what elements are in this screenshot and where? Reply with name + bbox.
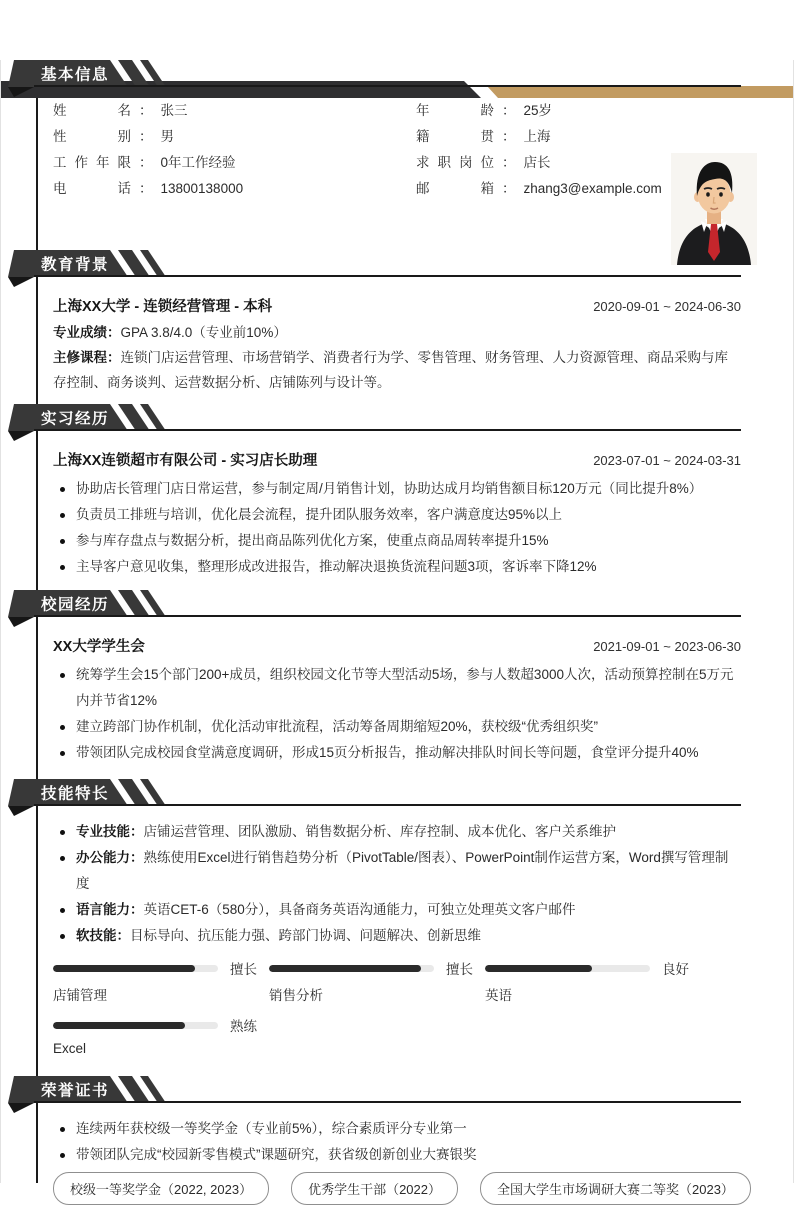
skill-text: 英语CET-6（580分），具备商务英语沟通能力，可独立处理英文客户邮件	[143, 902, 576, 917]
field-colon: ：	[502, 103, 516, 118]
section-ribbon	[8, 60, 178, 98]
award-badge: 优秀学生干部（2022）	[291, 1172, 458, 1205]
field-colon: ：	[139, 103, 153, 118]
list-item	[53, 528, 741, 554]
skill-level-label: 擅长	[230, 962, 257, 977]
section-header-internship	[8, 404, 741, 442]
section-title: 荣誉证书	[41, 1082, 110, 1100]
section-honors	[41, 1076, 741, 1205]
section-education	[41, 250, 741, 395]
ribbon-fold	[8, 1103, 34, 1113]
list-item	[53, 502, 741, 528]
section-rule	[34, 1101, 741, 1103]
field-experience	[53, 150, 416, 176]
field-colon: ：	[139, 129, 153, 144]
field-label: 电话	[53, 181, 131, 196]
skill-label: 语言能力：	[76, 902, 144, 917]
section-title: 实习经历	[41, 410, 110, 428]
skill-name: 英语	[485, 988, 512, 1003]
section-header-skills	[8, 779, 741, 817]
list-item	[53, 923, 741, 949]
skill-bar-line	[485, 961, 701, 975]
skill-name: 销售分析	[269, 988, 323, 1003]
list-item	[53, 819, 741, 845]
bullet-dot-icon	[60, 725, 65, 730]
section-title: 教育背景	[41, 256, 110, 274]
campus-bullet-list	[53, 662, 741, 766]
field-gender	[53, 124, 416, 150]
skill-bar-fill	[53, 1022, 185, 1029]
list-item	[53, 714, 741, 740]
skill-bar-fill	[485, 965, 592, 972]
ribbon-fold	[8, 431, 34, 441]
bullet-dot-icon	[60, 565, 65, 570]
award-badge: 校级一等奖学金（2022, 2023）	[53, 1172, 269, 1205]
field-colon: ：	[502, 129, 516, 144]
skill-bar-track	[269, 965, 434, 972]
skill-level-label: 擅长	[446, 962, 473, 977]
field-value: 男	[160, 129, 174, 144]
skill-level-label: 良好	[662, 962, 689, 977]
internship-date-range: 2023-07-01 ~ 2024-03-31	[593, 453, 741, 468]
list-item	[53, 897, 741, 923]
bullet-text: 带领团队完成校园食堂满意度调研，形成15页分析报告，推动解决排队时间长等问题，食堂评分提升40%	[76, 745, 699, 760]
bullet-text: 主导客户意见收集，整理形成改进报告，推动解决退换货流程问题3项，客诉率下降12%	[76, 559, 597, 574]
bullet-dot-icon	[60, 513, 65, 518]
field-value: 店长	[523, 155, 551, 170]
field-hometown	[416, 124, 741, 150]
skill-bar-track	[53, 965, 218, 972]
field-value: 25岁	[523, 103, 553, 118]
field-value: 13800138000	[160, 181, 244, 196]
bullet-dot-icon	[60, 673, 65, 678]
skill-bar-line	[53, 1018, 269, 1032]
bullet-text: 建立跨部门协作机制，优化活动审批流程，活动筹备周期缩短20%，获校级“优秀组织奖”	[76, 719, 599, 734]
ribbon-fold	[8, 277, 34, 287]
section-rule	[34, 85, 741, 87]
bullet-text: 参与库存盘点与数据分析，提出商品陈列优化方案，使重点商品周转率提升15%	[76, 533, 549, 548]
section-header-campus	[8, 590, 741, 628]
skill-name: 店铺管理	[53, 988, 107, 1003]
section-title: 基本信息	[41, 66, 110, 84]
ribbon-fold	[8, 87, 34, 97]
list-item	[53, 554, 741, 580]
list-item	[53, 845, 741, 897]
education-date-range: 2020-09-01 ~ 2024-06-30	[593, 299, 741, 314]
courses-value: 连锁门店运营管理、市场营销学、消费者行为学、零售管理、财务管理、人力资源管理、商品采购与库存控制、商务谈判、运营数据分析、店铺陈列与设计等。	[53, 350, 728, 390]
internship-entry-head	[53, 448, 741, 474]
basic-info-right-column	[416, 98, 741, 202]
skill-bar	[53, 961, 269, 1005]
field-colon: ：	[502, 181, 516, 196]
skill-bar	[269, 961, 485, 1005]
resume-content	[1, 60, 793, 1205]
skill-bar-fill	[53, 965, 195, 972]
courses-label: 主修课程：	[53, 350, 121, 365]
field-label: 求职岗位	[416, 155, 494, 170]
skill-bars	[53, 961, 741, 1062]
section-basic-info	[41, 60, 741, 202]
section-title: 校园经历	[41, 596, 110, 614]
section-ribbon	[8, 404, 178, 442]
list-item	[53, 1116, 741, 1142]
field-label: 籍贯	[416, 129, 494, 144]
education-entry-head	[53, 294, 741, 320]
skill-bar	[53, 1018, 269, 1062]
skill-label: 办公能力：	[76, 850, 144, 865]
skill-level-label: 熟练	[230, 1019, 257, 1034]
award-badge: 全国大学生市场调研大赛二等奖（2023）	[480, 1172, 751, 1205]
list-item	[53, 662, 741, 714]
bullet-dot-icon	[60, 934, 65, 939]
field-email	[416, 176, 741, 202]
skill-bars-row-2	[53, 1018, 741, 1062]
skill-label: 软技能：	[76, 928, 130, 943]
gpa-line	[53, 320, 741, 345]
field-age	[416, 98, 741, 124]
bullet-dot-icon	[60, 856, 65, 861]
bullet-text: 带领团队完成“校园新零售模式”课题研究，获省级创新创业大赛银奖	[76, 1147, 477, 1162]
field-colon: ：	[139, 155, 153, 170]
section-title: 技能特长	[41, 785, 110, 803]
field-label: 姓名	[53, 103, 131, 118]
section-ribbon	[8, 250, 178, 288]
organization-title: XX大学学生会	[53, 639, 145, 655]
field-label: 年龄	[416, 103, 494, 118]
award-badges	[53, 1172, 741, 1205]
field-value: 上海	[523, 129, 551, 144]
internship-bullet-list	[53, 476, 741, 580]
field-value: 张三	[160, 103, 188, 118]
skill-bar-track	[53, 1022, 218, 1029]
gpa-value: GPA 3.8/4.0（专业前10%）	[120, 325, 287, 340]
field-label: 性别	[53, 129, 131, 144]
field-value: zhang3@example.com	[523, 181, 662, 196]
skill-bar	[485, 961, 701, 1005]
bullet-dot-icon	[60, 1127, 65, 1132]
courses-line	[53, 345, 741, 395]
skill-text: 目标导向、抗压能力强、跨部门协调、问题解决、创新思维	[130, 928, 481, 943]
bullet-dot-icon	[60, 908, 65, 913]
bullet-dot-icon	[60, 1153, 65, 1158]
bullet-dot-icon	[60, 751, 65, 756]
ribbon-fold	[8, 806, 34, 816]
section-header-education	[8, 250, 741, 288]
section-header-honors	[8, 1076, 741, 1114]
field-label: 工作年限	[53, 155, 131, 170]
field-value: 0年工作经验	[160, 155, 236, 170]
section-rule	[34, 804, 741, 806]
bullet-text: 协助店长管理门店日常运营，参与制定周/月销售计划，协助达成月均销售额目标120万元（同比提升8%）	[76, 481, 703, 496]
company-title: 上海XX连锁超市有限公司 - 实习店长助理	[53, 453, 318, 469]
section-header-basic-info	[8, 60, 741, 98]
field-colon: ：	[139, 181, 153, 196]
section-ribbon	[8, 779, 178, 817]
bullet-text: 统筹学生会15个部门200+成员，组织校园文化节等大型活动5场，参与人数超3000人次，活动预算控制在5万元内并节省12%	[76, 667, 734, 708]
section-rule	[34, 429, 741, 431]
field-label: 邮箱	[416, 181, 494, 196]
bullet-dot-icon	[60, 487, 65, 492]
bullet-dot-icon	[60, 539, 65, 544]
section-internship	[41, 404, 741, 580]
section-rule	[34, 615, 741, 617]
basic-info-left-column	[53, 98, 416, 202]
section-campus	[41, 590, 741, 766]
skills-bullet-list	[53, 819, 741, 949]
skill-bar-fill	[269, 965, 421, 972]
skill-bar-line	[269, 961, 485, 975]
campus-date-range: 2021-09-01 ~ 2023-06-30	[593, 639, 741, 654]
field-colon: ：	[502, 155, 516, 170]
field-phone	[53, 176, 416, 202]
bullet-text: 负责员工排班与培训，优化晨会流程，提升团队服务效率，客户满意度达95%以上	[76, 507, 563, 522]
resume-page	[0, 60, 794, 1197]
honors-bullet-list	[53, 1116, 741, 1168]
skill-text: 熟练使用Excel进行销售趋势分析（PivotTable/图表）、PowerPoint制作运营方案，Word撰写管理制度	[76, 850, 729, 891]
bullet-dot-icon	[60, 830, 65, 835]
section-skills	[41, 779, 741, 1062]
section-ribbon	[8, 1076, 178, 1114]
list-item	[53, 740, 741, 766]
basic-info-grid	[53, 98, 741, 202]
list-item	[53, 476, 741, 502]
skill-label: 专业技能：	[76, 824, 144, 839]
skill-name: Excel	[53, 1041, 87, 1056]
section-rule	[34, 275, 741, 277]
field-target-position	[416, 150, 741, 176]
school-title: 上海XX大学 - 连锁经营管理 - 本科	[53, 299, 273, 315]
skill-text: 店铺运营管理、团队激励、销售数据分析、库存控制、成本优化、客户关系维护	[143, 824, 616, 839]
bullet-text: 连续两年获校级一等奖学金（专业前5%），综合素质评分专业第一	[76, 1121, 467, 1136]
gpa-label: 专业成绩：	[53, 325, 121, 340]
skill-bar-line	[53, 961, 269, 975]
skill-bar-track	[485, 965, 650, 972]
campus-entry-head	[53, 634, 741, 660]
skill-bars-row-1	[53, 961, 741, 1005]
field-name	[53, 98, 416, 124]
list-item	[53, 1142, 741, 1168]
section-ribbon	[8, 590, 178, 628]
ribbon-fold	[8, 617, 34, 627]
